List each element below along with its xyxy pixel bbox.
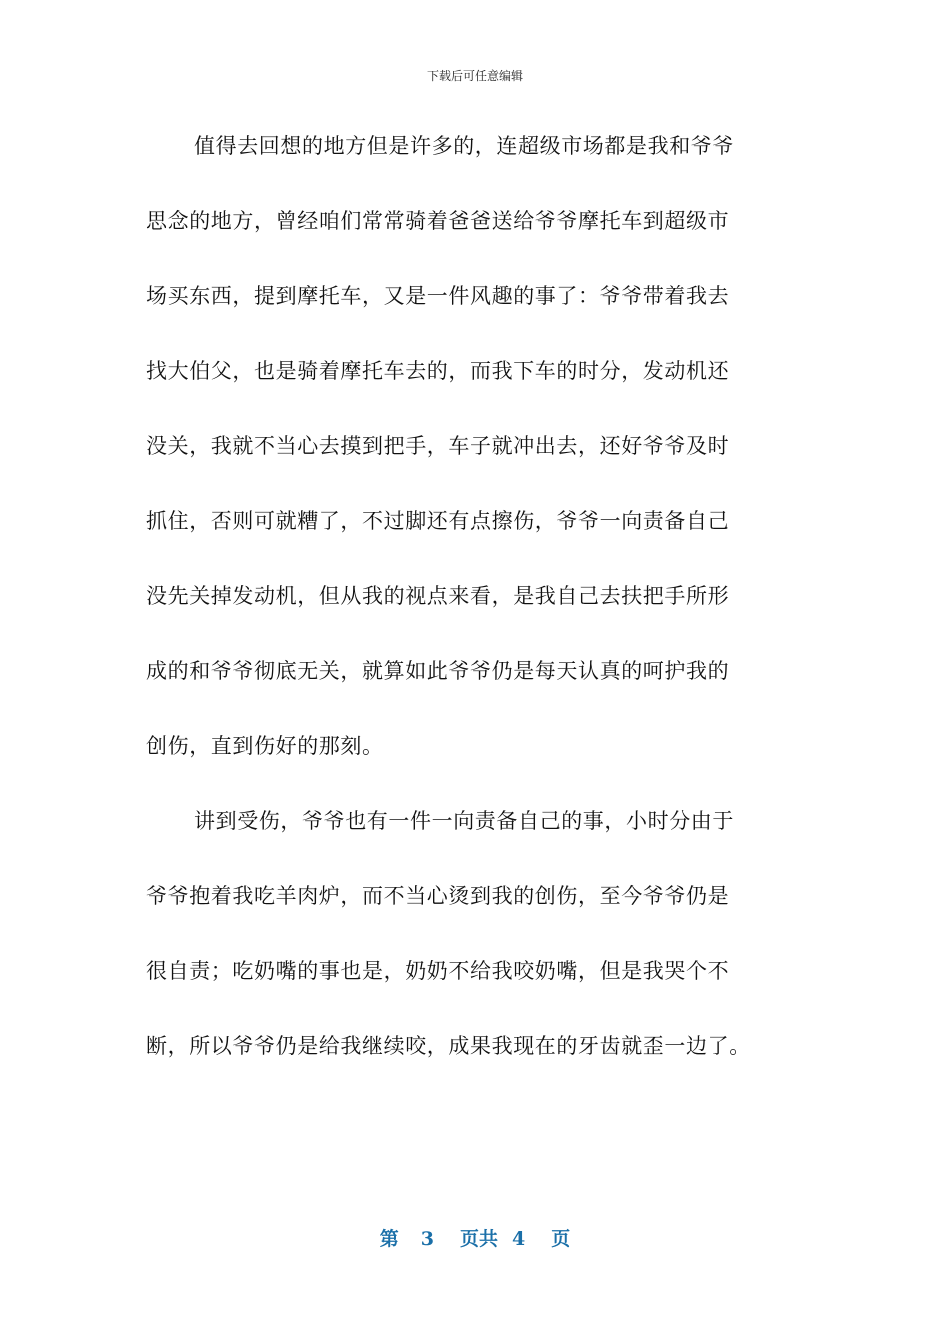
page-suffix: 页 [551,1228,571,1250]
paragraph-1-line-2: 思念的地方，曾经咱们常常骑着爸爸送给爷爷摩托车到超级市 [146,209,730,233]
paragraph-2-line-2: 爷爷抱着我吃羊肉炉，而不当心烫到我的创伤，至今爷爷仍是 [146,884,730,908]
body-text [146,124,816,1099]
paragraph-2-line-1: 讲到受伤，爷爷也有一件一向责备自己的事，小时分由于 [194,809,734,833]
current-page-number: 3 [420,1228,434,1250]
paragraph-1-line-6: 抓住，否则可就糟了，不过脚还有点擦伤，爷爷一向责备自己 [146,509,730,533]
paragraph-1-line-5: 没关，我就不当心去摸到把手，车子就冲出去，还好爷爷及时 [146,434,730,458]
page-mid-label: 页共 [459,1228,498,1250]
paragraph-1-line-9: 创伤，直到伤好的那刻。 [146,734,384,758]
paragraph-1-line-3: 场买东西，提到摩托车，又是一件风趣的事了：爷爷带着我去 [146,284,730,308]
paragraph-2-line-3: 很自责；吃奶嘴的事也是，奶奶不给我咬奶嘴，但是我哭个不 [146,959,730,983]
paragraph-2-line-4: 断，所以爷爷仍是给我继续咬，成果我现在的牙齿就歪一边了。 [146,1034,751,1058]
total-pages-number: 4 [512,1228,526,1250]
paragraph-1-line-8: 成的和爷爷彻底无关，就算如此爷爷仍是每天认真的呵护我的 [146,659,730,683]
paragraph-1-line-4: 找大伯父，也是骑着摩托车去的，而我下车的时分，发动机还 [146,359,730,383]
header-note: 下载后可任意编辑 [426,69,523,83]
paragraph-1-line-7: 没先关掉发动机，但从我的视点来看，是我自己去扶把手所形 [146,584,730,608]
page-prefix: 第 [379,1228,399,1250]
page-footer [0,1226,950,1252]
paragraph-1-line-1: 值得去回想的地方但是许多的，连超级市场都是我和爷爷 [194,134,734,158]
